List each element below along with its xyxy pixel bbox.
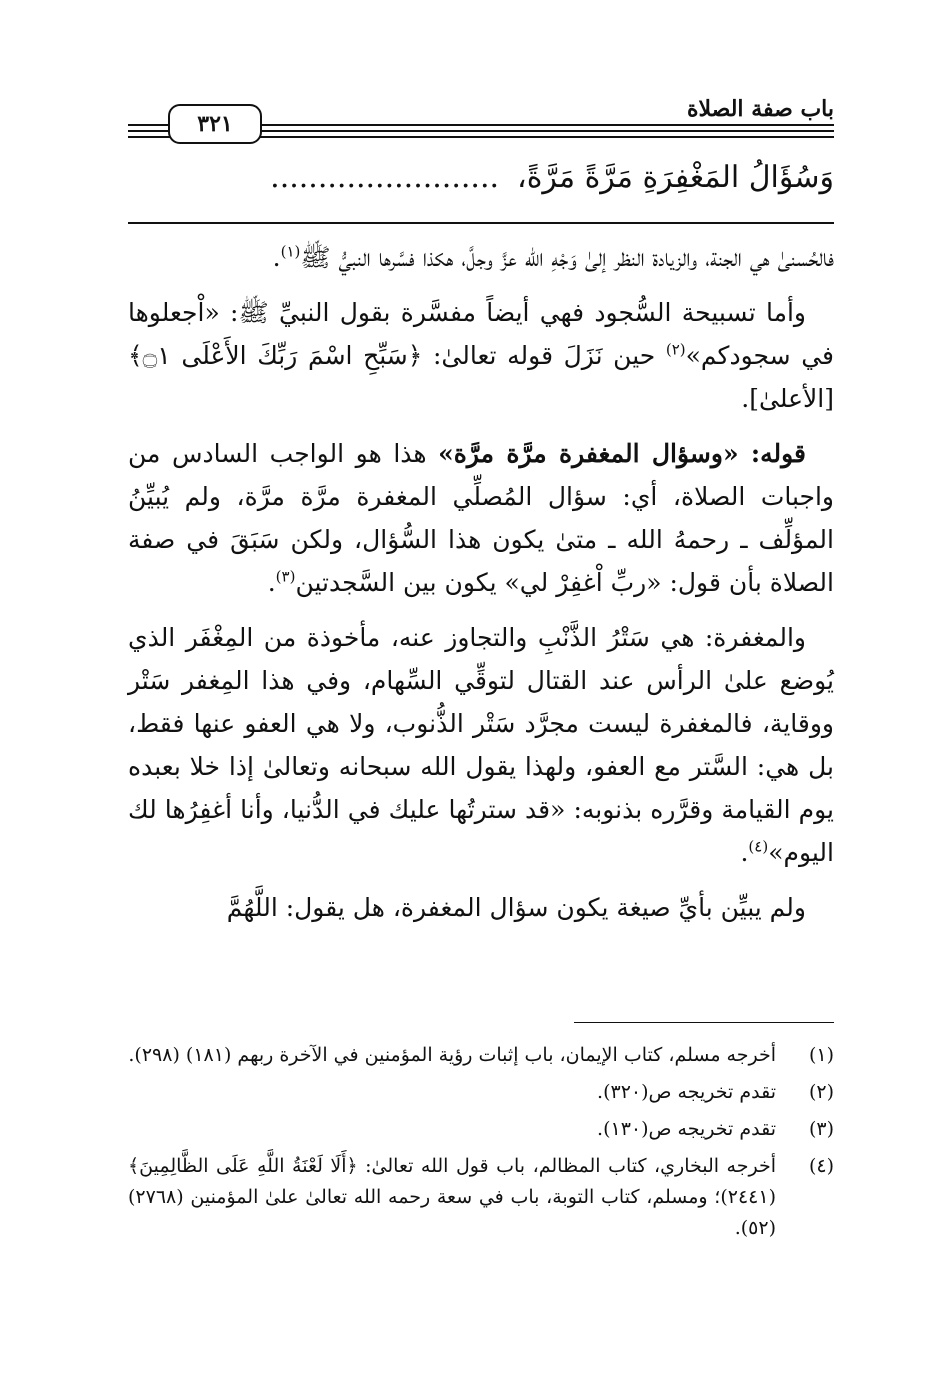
footnote-ref: (٣) [275, 567, 296, 586]
commentary-body [128, 236, 834, 941]
paragraph [128, 291, 834, 420]
footnotes [128, 1040, 834, 1250]
footnote [128, 1151, 834, 1244]
paragraph-text: حين نَزَلَ قوله تعالىٰ: ﴿سَبِّحِ اسْمَ رَبِّكَ الأَعْلَى ۝١﴾ [الأعلىٰ]. [128, 341, 834, 413]
matn-text: وَسُؤَالُ المَغْفِرَةِ مَرَّةً مَرَّةً، [517, 160, 834, 195]
paragraph-text: . [740, 838, 749, 867]
matn-line [128, 156, 834, 200]
matn-quote-label: قوله: «وسؤال المغفرة مرَّة مرَّة» [438, 439, 806, 468]
footnote-ref: (١) [280, 242, 301, 261]
matn-dots: ........................ [270, 160, 500, 195]
footnote-ref: (٤) [748, 837, 769, 856]
paragraph-text: . [272, 243, 281, 272]
running-title: باب صفة الصلاة [686, 96, 834, 122]
paragraph-text: ولم يبيِّن بأيِّ صيغة يكون سؤال المغفرة، هل يقول: اللَّهُمَّ [226, 893, 806, 922]
page-number: ٣٢١ [168, 104, 262, 144]
footnote-number: (٤) [808, 1155, 834, 1177]
footnote [128, 1114, 834, 1145]
paragraph [128, 236, 834, 279]
paragraph-text: فالحُسنىٰ هي الجنة، والزيادة النظر إلىٰ وَجْهِ الله عزَّ وجلَّ، هكذا فسَّرها النبيُّ ﷺ [300, 243, 834, 272]
paragraph [128, 432, 834, 604]
footnote-text: تقدم تخريجه ص(١٣٠). [597, 1118, 776, 1140]
footnote-number: (٣) [808, 1118, 834, 1140]
paragraph-text: وأما تسبيحة السُّجود فهي أيضاً مفسَّرة بقول النبيِّ ﷺ: «اْجعلوها في سجودكم» [128, 298, 835, 370]
footnote [128, 1040, 834, 1071]
paragraph [128, 616, 834, 874]
paragraph-text: هذا هو الواجب السادس من واجبات الصلاة، أي: سؤال المُصلِّي المغفرة مرَّة مرَّة، ولم يُبيِّنُ المؤلِّف ـ رحمهُ الله ـ متىٰ يكون هذا السُّؤال، ولكن سَبَقَ في صفة الصلاة بأن قول: «ربِّ اْغفِرْ لي» يكون بين السَّجدتين [128, 439, 834, 597]
paragraph-text: . [267, 568, 276, 597]
paragraph [128, 886, 834, 929]
footnote-text: تقدم تخريجه ص(٣٢٠). [597, 1081, 776, 1103]
footnote-text: أخرجه مسلم، كتاب الإيمان، باب إثبات رؤية المؤمنين في الآخرة ربهم (١٨١) (٢٩٨). [128, 1044, 776, 1066]
footnote-number: (٢) [808, 1081, 834, 1103]
matn-divider [128, 222, 834, 224]
footnote-divider [574, 1022, 834, 1023]
page-header [128, 92, 834, 144]
footnote [128, 1077, 834, 1108]
paragraph-text: والمغفرة: هي سَتْرُ الذَّنْبِ والتجاوز عنه، مأخوذة من المِغْفَر الذي يُوضع علىٰ الرأس عند القتال لتوقِّي السِّهام، وفي هذا المِغفر سَتْر ووقاية، فالمغفرة ليست مجرَّد سَتْر الذُّنوب، ولا هي العفو عنها فقط، بل هي: السَّتر مع العفو، ولهذا يقول الله سبحانه وتعالىٰ إذا خلا بعبده يوم القيامة وقرَّره بذنوبه: «قد سترتُها عليك في الدُّنيا، وأنا أغفِرُها لك اليوم» [128, 623, 834, 867]
footnote-ref: (٢) [665, 340, 686, 359]
footnote-number: (١) [808, 1044, 834, 1066]
footnote-text: أخرجه البخاري، كتاب المظالم، باب قول الله تعالىٰ: ﴿أَلَا لَعْنَةُ اللَّهِ عَلَى الظَّالِمِينَ﴾ (٢٤٤١)؛ ومسلم، كتاب التوبة، باب في سعة رحمه الله تعالىٰ علىٰ المؤمنين (٢٧٦٨) (٥٢). [128, 1155, 776, 1239]
